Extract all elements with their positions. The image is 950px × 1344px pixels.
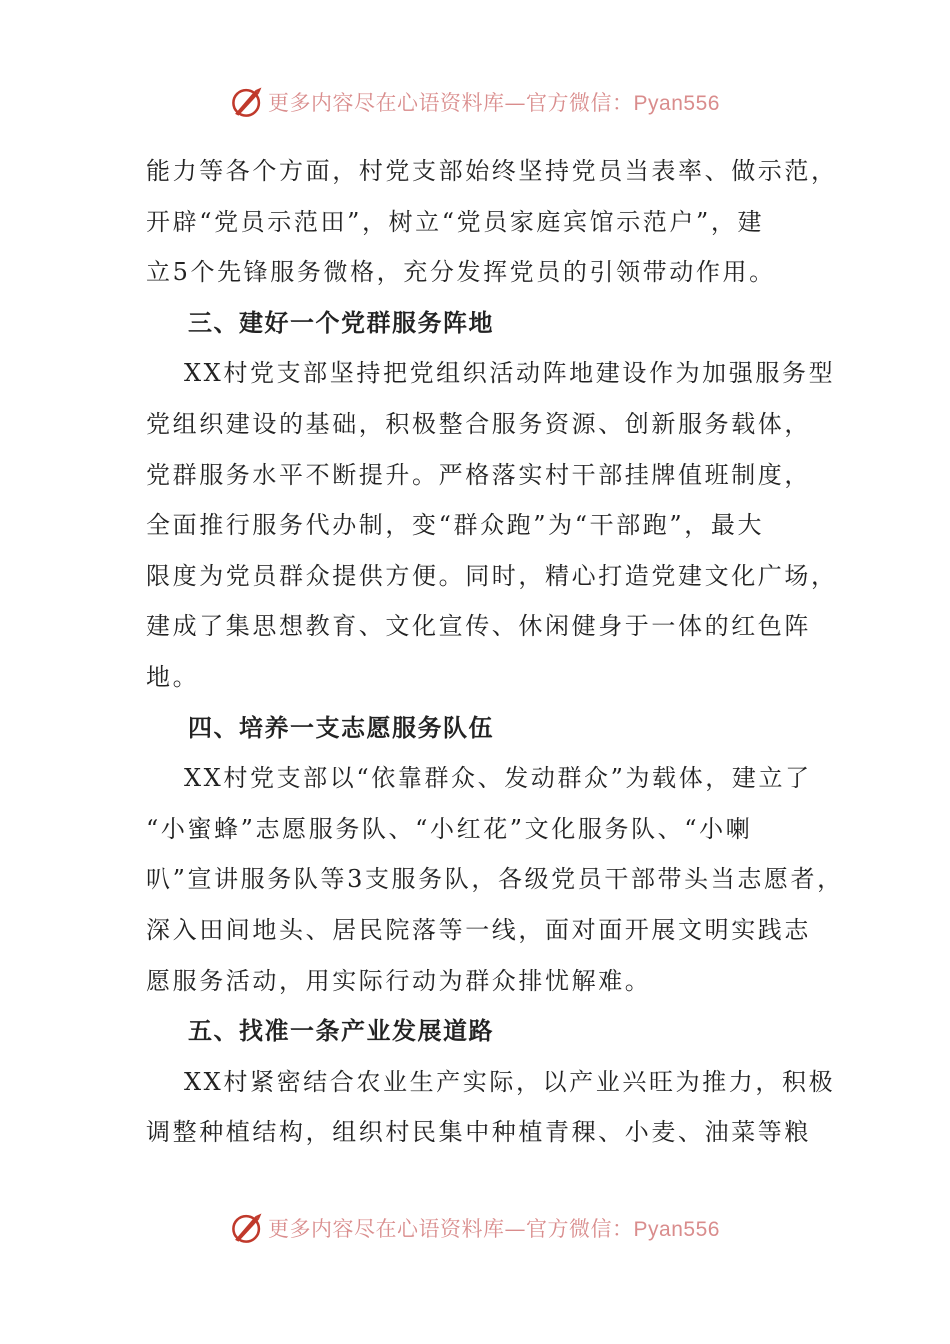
paragraph-line: 愿服务活动，用实际行动为群众排忧解难。 xyxy=(146,966,652,995)
paragraph-line: 深入田间地头、居民院落等一线，面对面开展文明实践志 xyxy=(146,915,811,944)
watermark-text: 更多内容尽在心语资料库—官方微信：Pyan556 xyxy=(268,91,720,115)
watermark-bottom xyxy=(0,1208,950,1248)
paragraph-line: 开辟“党员示范田”，树立“党员家庭宾馆示范户”，建 xyxy=(146,207,765,236)
paragraph-line: XX村党支部以“依靠群众、发动群众”为载体，建立了 xyxy=(184,764,812,793)
paragraph-line: 建成了集思想教育、文化宣传、休闲健身于一体的红色阵 xyxy=(146,612,811,641)
paragraph-line: 限度为党员群众提供方便。同时，精心打造党建文化广场， xyxy=(146,561,838,590)
watermark-text: 更多内容尽在心语资料库—官方微信：Pyan556 xyxy=(268,1217,720,1241)
watermark-top xyxy=(0,82,950,122)
paragraph-line: 党组织建设的基础，积极整合服务资源、创新服务载体， xyxy=(146,409,811,438)
paragraph-line: 立5个先锋服务微格，充分发挥党员的引领带动作用。 xyxy=(146,258,776,287)
paragraph-line: 叭”宣讲服务队等3支服务队，各级党员干部带头当志愿者， xyxy=(146,865,844,894)
paragraph-line: 调整种植结构，组织村民集中种植青稞、小麦、油菜等粮 xyxy=(146,1118,811,1147)
document-body xyxy=(146,146,844,1158)
section-heading: 五、找准一条产业发展道路 xyxy=(188,1017,494,1046)
quill-pen-logo-icon xyxy=(230,85,264,119)
paragraph-line: 全面推行服务代办制，变“群众跑”为“干部跑”，最大 xyxy=(146,511,765,540)
paragraph-line: 党群服务水平不断提升。严格落实村干部挂牌值班制度， xyxy=(146,460,811,489)
quill-pen-logo-icon xyxy=(230,1211,264,1245)
paragraph-line: 能力等各个方面，村党支部始终坚持党员当表率、做示范， xyxy=(146,157,838,185)
section-heading: 三、建好一个党群服务阵地 xyxy=(188,308,494,337)
section-heading: 四、培养一支志愿服务队伍 xyxy=(188,713,494,742)
paragraph-line: 地。 xyxy=(146,662,200,691)
paragraph-line: XX村党支部坚持把党组织活动阵地建设作为加强服务型 xyxy=(184,359,836,388)
paragraph-line: “小蜜蜂”志愿服务队、“小红花”文化服务队、“小喇 xyxy=(146,814,753,843)
paragraph-line: XX村紧密结合农业生产实际，以产业兴旺为推力，积极 xyxy=(184,1067,836,1096)
